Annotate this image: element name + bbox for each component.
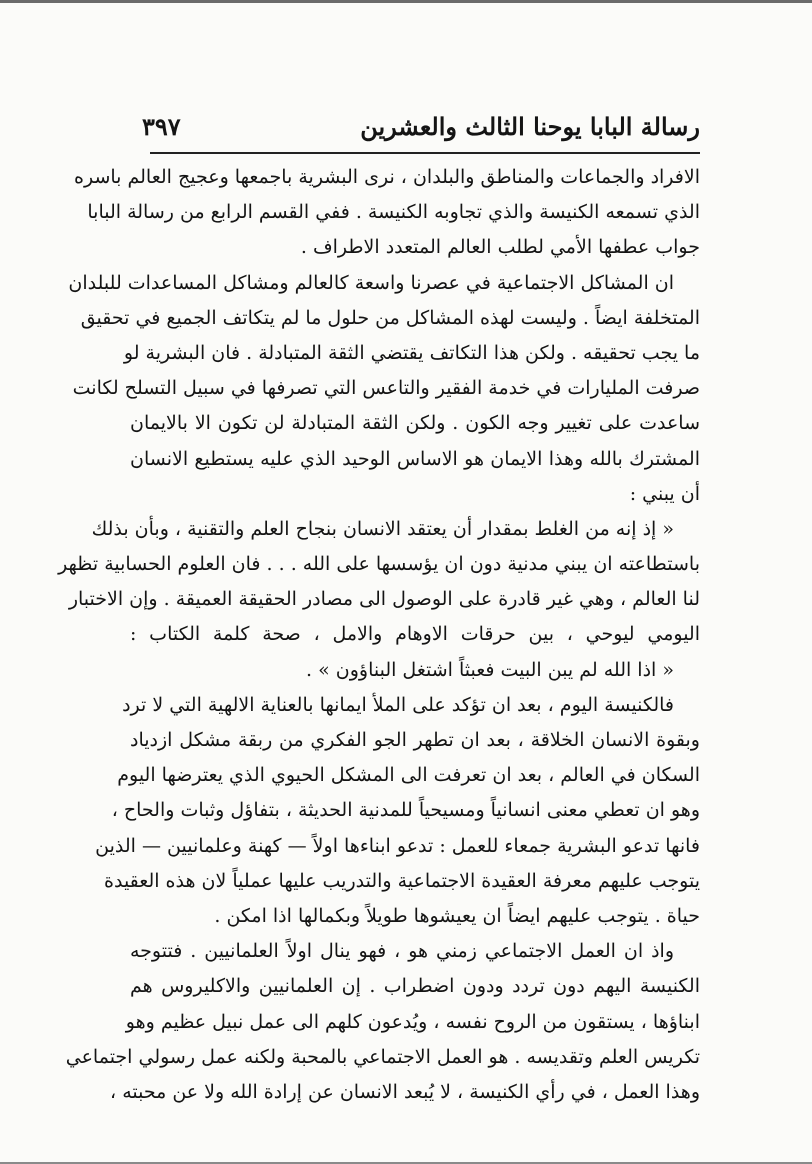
- text-line: « إذ إنه من الغلط بمقدار أن يعتقد الانسان بنجاح العلم والتقنية ، وبأن بذلك: [91, 517, 674, 540]
- text-line: المتخلفة ايضاً . وليست لهذه المشاكل من حلول ما لم يتكاتف الجميع في تحقيق: [80, 306, 700, 329]
- running-title: رسالة البابا يوحنا الثالث والعشرين: [360, 112, 700, 141]
- header-rule: [150, 152, 700, 154]
- text-line: اليومي ليوحي ، بين حرقات الاوهام والامل ، صحة كلمة الكتاب :: [130, 623, 700, 646]
- text-line: أن يبني :: [629, 482, 700, 505]
- text-line: فالكنيسة اليوم ، بعد ان تؤكد على الملأ ايمانها بالعناية الالهية التي لا ترد: [122, 693, 674, 716]
- text-line: ان المشاكل الاجتماعية في عصرنا واسعة كالعالم ومشاكل المساعدات للبلدان: [68, 271, 674, 294]
- text-line: ساعدت على تغيير وجه الكون . ولكن الثقة المتبادلة لن تكون الا بالايمان: [130, 412, 700, 435]
- text-line: ابناؤها ، يستقون من الروح نفسه ، ويُدعون كلهم الى عمل نبيل عظيم وهو: [125, 1010, 700, 1033]
- text-line: صرفت المليارات في خدمة الفقير والتاعس التي تصرفها في سبيل التسلح لكانت: [72, 377, 700, 400]
- text-line: باستطاعته ان يبني مدنية دون ان يؤسسها على الله . . . فان العلوم الحسابية تظهر: [58, 553, 700, 576]
- text-line: الذي تسمعه الكنيسة والذي تجاوبه الكنيسة . ففي القسم الرابع من رسالة البابا: [87, 201, 700, 224]
- text-line: وبقوة الانسان الخلاقة ، بعد ان تطهر الجو الفكري من ربقة مشكل ازدياد: [130, 729, 700, 751]
- text-line: « اذا الله لم يبن البيت فعبثاً اشتغل البناؤون » .: [306, 658, 674, 681]
- page-number: ٣٩٧: [142, 112, 181, 141]
- text-line: يتوجب عليهم معرفة العقيدة الاجتماعية والتدريب عليها عملياً لان هذه العقيدة: [104, 869, 700, 892]
- text-line: وهو ان تعطي معنى انسانياً ومسيحياً للمدنية الحديثة ، بتفاؤل وثبات والحاح ،: [111, 799, 700, 822]
- text-line: السكان في العالم ، بعد ان تعرفت الى المشكل الحيوي الذي يعترضها اليوم: [117, 764, 700, 787]
- text-line: حياة . يتوجب عليهم ايضاً ان يعيشوها طويلاً وبكمالها اذا امكن .: [214, 904, 700, 927]
- page-header: [128, 106, 700, 152]
- text-line: ما يجب تحقيقه . ولكن هذا التكاتف يقتضي الثقة المتبادلة . فان البشرية لو: [123, 341, 700, 364]
- text-line: المشترك بالله وهذا الايمان هو الاساس الوحيد الذي عليه يستطيع الانسان: [130, 447, 700, 470]
- text-line: الكنيسة اليهم دون تردد ودون اضطراب . إن العلمانيين والاكليروس هم: [130, 975, 700, 998]
- text-line: وهذا العمل ، في رأي الكنيسة ، لا يُبعد الانسان عن إرادة الله ولا عن محبته ،: [110, 1080, 700, 1103]
- scan-edge-top: [0, 0, 812, 3]
- text-line: جواب عطفها الأمي لطلب العالم المتعدد الاطراف .: [300, 236, 700, 259]
- body-text: [58, 160, 700, 1110]
- text-line: واذ ان العمل الاجتماعي زمني هو ، فهو ينال اولاً العلمانيين . فتتوجه: [130, 940, 674, 963]
- text-line: الافراد والجماعات والمناطق والبلدان ، نرى البشرية باجمعها وعجيج العالم باسره: [74, 166, 700, 188]
- text-line: فانها تدعو البشرية جمعاء للعمل : تدعو ابناءها اولاً — كهنة وعلمانيين — الذين: [95, 834, 700, 857]
- text-line: لنا العالم ، وهي غير قادرة على الوصول الى مصادر الحقيقة العميقة . وإن الاختبار: [68, 588, 700, 611]
- text-line: تكريس العلم وتقديسه . هو العمل الاجتماعي بالمحبة ولكنه عمل رسولي اجتماعي: [65, 1045, 700, 1068]
